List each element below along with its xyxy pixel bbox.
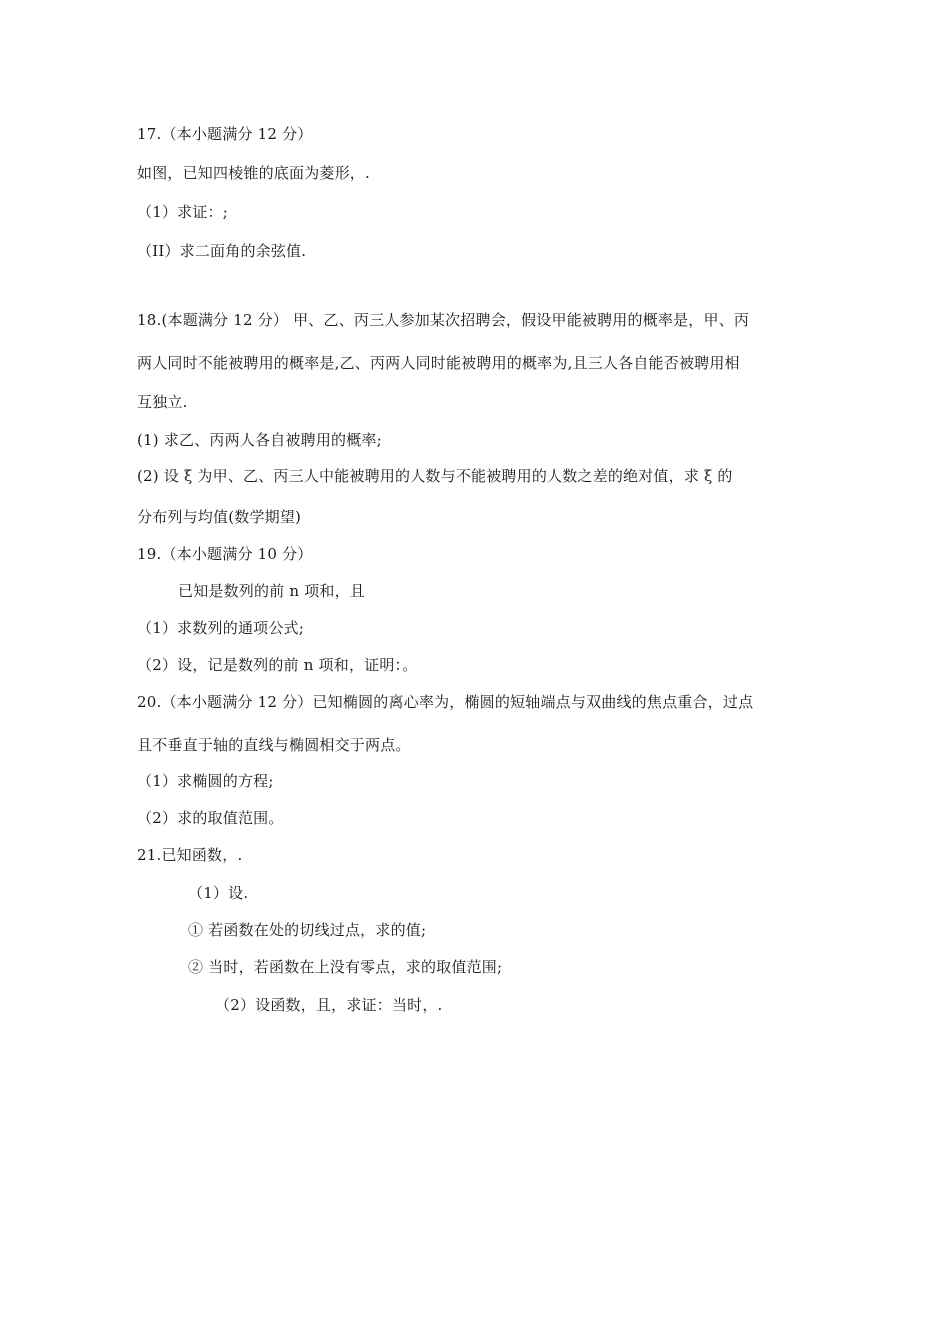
problem-19-header: 19.（本小题满分 10 分） xyxy=(137,545,313,563)
problem-18-line-2: 两人同时不能被聘用的概率是,乙、丙两人同时能被聘用的概率为,且三人各自能否被聘用相 xyxy=(137,354,740,372)
problem-20-line-1: 20.（本小题满分 12 分）已知椭圆的离心率为，椭圆的短轴端点与双曲线的焦点重合，过点 xyxy=(137,693,754,711)
problem-18-line-3: 互独立. xyxy=(137,393,188,411)
problem-19-part-2: （2）设，记是数列的前 n 项和，证明：。 xyxy=(137,656,418,674)
problem-18-part-2-line-1: (2) 设 ξ 为甲、乙、丙三人中能被聘用的人数与不能被聘用的人数之差的绝对值，求 ξ 的 xyxy=(137,467,733,485)
problem-21-header: 21.已知函数，. xyxy=(137,846,243,864)
problem-20-part-1: （1）求椭圆的方程; xyxy=(137,772,274,790)
problem-18-line-1: 18.(本题满分 12 分） 甲、乙、丙三人参加某次招聘会，假设甲能被聘用的概率是，甲、丙 xyxy=(137,311,750,329)
problem-21-part-1: （1）设. xyxy=(188,884,249,902)
problem-17-stem: 如图，已知四棱锥的底面为菱形，. xyxy=(137,164,370,182)
problem-18-part-2-line-2: 分布列与均值(数学期望) xyxy=(137,508,302,526)
problem-20-part-2: （2）求的取值范围。 xyxy=(137,809,284,827)
problem-21-part-2: （2）设函数，且，求证：当时，. xyxy=(215,996,443,1014)
problem-17-part-1: （1）求证：; xyxy=(137,203,228,221)
problem-21-sub-2: ② 当时，若函数在上没有零点，求的取值范围; xyxy=(188,958,503,976)
problem-20-line-2: 且不垂直于轴的直线与椭圆相交于两点。 xyxy=(137,736,411,754)
problem-21-sub-1: ① 若函数在处的切线过点，求的值; xyxy=(188,921,427,939)
problem-19-part-1: （1）求数列的通项公式; xyxy=(137,619,304,637)
problem-17-header: 17.（本小题满分 12 分） xyxy=(137,125,313,143)
problem-17-part-2: （II）求二面角的余弦值. xyxy=(137,242,307,260)
problem-18-part-1: (1) 求乙、丙两人各自被聘用的概率; xyxy=(137,431,382,449)
problem-19-stem: 已知是数列的前 n 项和，且 xyxy=(178,582,365,600)
